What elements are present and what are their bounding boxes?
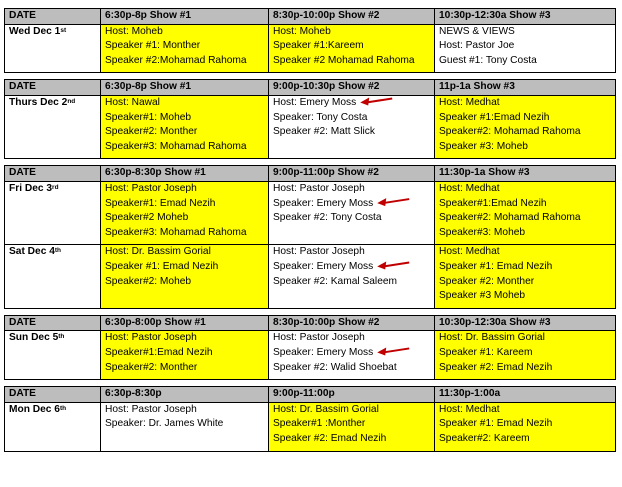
show-cell [101, 181, 269, 244]
host-line: Host: Medhat [439, 182, 500, 194]
speaker-line: Speaker #2: Tony Costa [273, 212, 382, 224]
show-time-header: 6:30p-8p Show #1 [101, 80, 269, 96]
date-ordinal: st [60, 26, 67, 34]
speaker-line: Speaker #3 Moheb [439, 290, 526, 302]
speaker-line: Speaker #1: Kareem [439, 346, 533, 358]
speaker-line: Speaker #2: Walid Shoebat [273, 361, 397, 373]
date-cell [5, 331, 101, 380]
show-cell [101, 24, 269, 73]
speaker-line: Speaker#1 :Monther [273, 418, 366, 430]
header-row [5, 166, 616, 182]
speaker-line: Speaker#2: Monther [105, 126, 198, 138]
speaker-line: Speaker: Tony Costa [273, 111, 368, 123]
speaker-line: Speaker#2: Kareem [439, 432, 530, 444]
date-column-header: DATE [5, 9, 101, 25]
show-time-header: 10:30p-12:30a Show #3 [435, 315, 616, 331]
show-time-header: 8:30p-10:00p Show #2 [269, 315, 435, 331]
show-cell [101, 245, 269, 308]
show-cell [269, 181, 435, 244]
header-row [5, 315, 616, 331]
host-line: Host: Dr. Bassim Gorial [105, 246, 211, 258]
host-line: Host: Pastor Joseph [273, 246, 365, 258]
show-cell [269, 402, 435, 451]
date-ordinal: rd [52, 183, 59, 191]
show-time-header: 9:00p-11:00p [269, 387, 435, 403]
host-line: Host: Medhat [439, 96, 500, 108]
speaker-line: Speaker #2: Kamal Saleem [273, 275, 398, 287]
speaker-line: Speaker#3: Moheb [439, 226, 526, 238]
show-time-header: 6:30p-8:00p Show #1 [101, 315, 269, 331]
date-label: Wed Dec 1 [9, 25, 61, 37]
host-line: Host: Nawal [105, 96, 160, 108]
date-column-header: DATE [5, 315, 101, 331]
header-row [5, 387, 616, 403]
show-time-header: 11:30p-1a Show #3 [435, 166, 616, 182]
date-label: Sun Dec 5 [9, 332, 59, 344]
host-line: NEWS & VIEWS [439, 25, 515, 37]
speaker-line: Speaker#3: Mohamad Rahoma [105, 226, 247, 238]
date-ordinal: th [54, 247, 62, 255]
host-line: Host: Medhat [439, 246, 500, 258]
date-ordinal: th [59, 404, 67, 412]
speaker-line: Speaker #2 Mohamad Rahoma [273, 54, 415, 66]
show-cell [101, 331, 269, 380]
header-row [5, 9, 616, 25]
date-label: Mon Dec 6 [9, 403, 60, 415]
speaker-line: Speaker#3: Mohamad Rahoma [105, 140, 247, 152]
speaker-line: Speaker: Emery Moss [273, 346, 374, 358]
show-time-header: 6:30p-8:30p Show #1 [101, 166, 269, 182]
speaker-line: Speaker #2: Monther [439, 275, 535, 287]
date-label: Fri Dec 3 [9, 182, 53, 194]
date-column-header: DATE [5, 80, 101, 96]
date-cell [5, 95, 101, 158]
block-spacer [5, 159, 616, 166]
schedule-row [5, 245, 616, 308]
host-line: Host: Medhat [439, 403, 500, 415]
speaker-line: Speaker#2: Moheb [105, 275, 192, 287]
speaker-line: Speaker #1: Monther [105, 40, 201, 52]
show-time-header: 8:30p-10:00p Show #2 [269, 9, 435, 25]
speaker-line: Speaker#1:Emad Nezih [105, 346, 213, 358]
show-cell [435, 95, 616, 158]
show-cell [101, 402, 269, 451]
block-spacer [5, 73, 616, 80]
speaker-line: Speaker #2: Emad Nezih [273, 432, 387, 444]
speaker-line: Speaker #2:Mohamad Rahoma [105, 54, 247, 66]
speaker-line: Speaker #1: Emad Nezih [439, 418, 553, 430]
speaker-line: Guest #1: Tony Costa [439, 54, 537, 66]
speaker-line: Speaker: Emery Moss [273, 197, 374, 209]
show-cell [435, 245, 616, 308]
date-ordinal: nd [67, 97, 76, 105]
speaker-line: Speaker #3: Moheb [439, 140, 528, 152]
speaker-line: Speaker #1:Emad Nezih [439, 111, 550, 123]
host-line: Host: Moheb [273, 25, 331, 37]
show-cell [269, 95, 435, 158]
speaker-line: Speaker #2: Emad Nezih [439, 361, 553, 373]
date-cell [5, 24, 101, 73]
date-cell [5, 245, 101, 308]
show-time-header: 9:00p-10:30p Show #2 [269, 80, 435, 96]
host-line: Host: Dr. Bassim Gorial [273, 403, 379, 415]
show-cell [269, 245, 435, 308]
speaker-line: Speaker#1: Emad Nezih [105, 197, 216, 209]
date-label: Sat Dec 4 [9, 246, 55, 258]
show-time-header: 10:30p-12:30a Show #3 [435, 9, 616, 25]
show-time-header: 6:30p-8p Show #1 [101, 9, 269, 25]
host-line: Host: Pastor Joseph [105, 403, 197, 415]
date-cell [5, 402, 101, 451]
show-time-header: 6:30p-8:30p [101, 387, 269, 403]
schedule-row [5, 402, 616, 451]
show-time-header: 9:00p-11:00p Show #2 [269, 166, 435, 182]
header-row [5, 80, 616, 96]
host-line: Host: Moheb [105, 25, 163, 37]
speaker-line: Speaker#1:Emad Nezih [439, 197, 547, 209]
schedule-row [5, 24, 616, 73]
show-time-header: 11:30p-1:00a [435, 387, 616, 403]
host-line: Host: Pastor Joseph [105, 332, 197, 344]
block-spacer [5, 308, 616, 315]
date-column-header: DATE [5, 387, 101, 403]
host-line: Host: Pastor Joseph [105, 182, 197, 194]
schedule-row [5, 95, 616, 158]
speaker-line: Host: Pastor Joe [439, 40, 515, 52]
schedule-row [5, 331, 616, 380]
speaker-line: Speaker: Dr. James White [105, 418, 224, 430]
speaker-line: Speaker#2: Mohamad Rahoma [439, 126, 581, 138]
show-cell [269, 331, 435, 380]
speaker-line: Speaker #1: Emad Nezih [105, 260, 219, 272]
host-line: Host: Emery Moss [273, 96, 357, 108]
show-cell [435, 331, 616, 380]
speaker-line: Speaker #2: Matt Slick [273, 126, 375, 138]
block-spacer [5, 380, 616, 387]
date-ordinal: th [58, 333, 65, 341]
speaker-line: Speaker#2: Monther [105, 361, 198, 373]
schedule-row [5, 181, 616, 244]
speaker-line: Speaker: Emery Moss [273, 260, 374, 272]
show-cell [269, 24, 435, 73]
show-time-header: 11p-1a Show #3 [435, 80, 616, 96]
date-label: Thurs Dec 2 [9, 96, 68, 108]
show-cell [101, 95, 269, 158]
date-cell [5, 181, 101, 244]
speaker-line: Speaker#2: Mohamad Rahoma [439, 212, 581, 224]
host-line: Host: Pastor Joseph [273, 182, 365, 194]
speaker-line: Speaker#2 Moheb [105, 212, 189, 224]
date-column-header: DATE [5, 166, 101, 182]
show-cell [435, 24, 616, 73]
speaker-line: Speaker #1: Emad Nezih [439, 260, 553, 272]
schedule-table [4, 8, 616, 452]
show-cell [435, 181, 616, 244]
host-line: Host: Dr. Bassim Gorial [439, 332, 545, 344]
speaker-line: Speaker #1:Kareem [273, 40, 364, 52]
host-line: Host: Pastor Joseph [273, 332, 365, 344]
show-cell [435, 402, 616, 451]
speaker-line: Speaker#1: Moheb [105, 111, 192, 123]
